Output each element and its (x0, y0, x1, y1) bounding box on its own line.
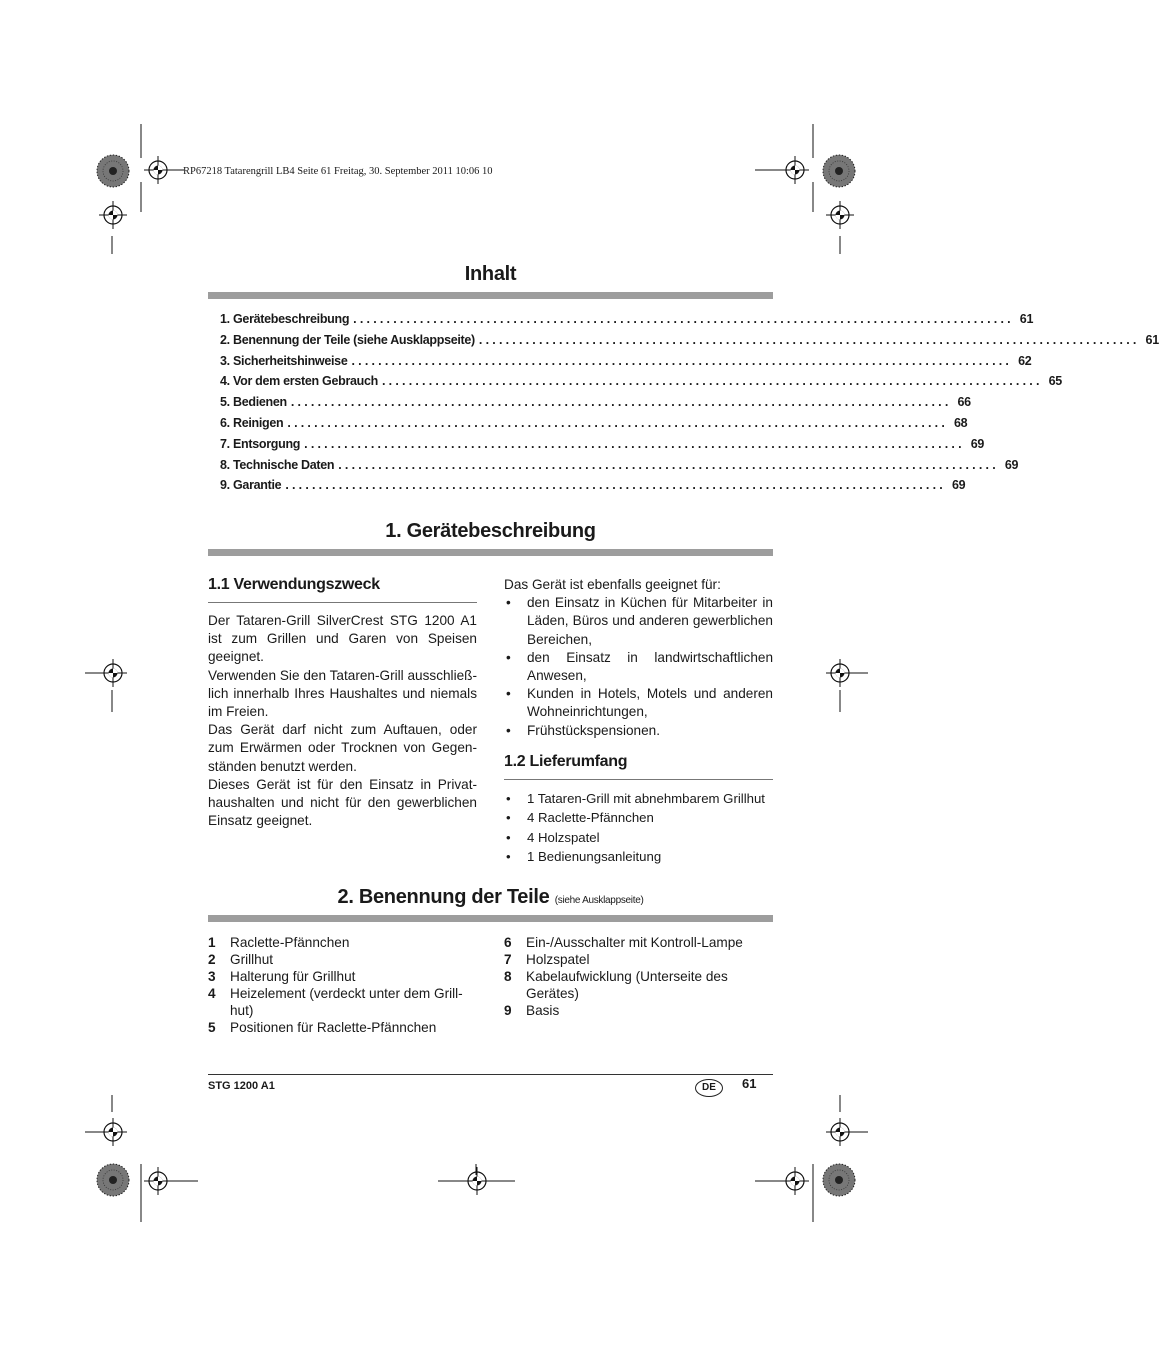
part-name: Heizelement (verdeckt unter dem Grill-hut) (230, 986, 463, 1018)
language-badge: DE (695, 1079, 723, 1097)
part-number: 5 (208, 1020, 216, 1035)
section1-title-rule (208, 549, 773, 556)
page-number: 61 (742, 1076, 757, 1091)
part-name: Ein-/Ausschalter mit Kontroll-Lampe (526, 935, 743, 950)
list-item: • Kunden in Hotels, Motels und anderen Wohneinrichtungen, (504, 685, 773, 721)
part-number: 9 (504, 1003, 512, 1018)
part-number: 8 (504, 969, 512, 984)
list-item: • 1 Bedienungsanleitung (504, 847, 773, 866)
part-name: Basis (526, 1003, 560, 1018)
part-row (208, 934, 470, 951)
toc-entry[interactable] (220, 457, 1019, 479)
toc-entry-label: 2. Benennung der Teile (siehe Ausklappseite) (220, 332, 475, 347)
footer-model: STG 1200 A1 (208, 1080, 275, 1092)
toc-entry-label: 9. Garantie (220, 478, 282, 493)
paragraph: Verwenden Sie den Tataren-Grill ausschließ-lich innerhalb Ihres Haushaltes und niemals im Freien. (208, 667, 477, 720)
section1-title: 1. Gerätebeschreibung (385, 520, 596, 542)
toc-leader: ................................................................................................... (351, 353, 1013, 368)
toc-entry-label: 5. Bedienen (220, 395, 287, 410)
subsection-rule (208, 602, 477, 603)
toc-entry-label: 3. Sicherheitshinweise (220, 353, 348, 368)
section2-title-text: 2. Benennung der Teile (337, 886, 550, 908)
toc-entry[interactable] (220, 436, 985, 458)
toc-entry[interactable] (220, 312, 1034, 333)
toc-entry-page: 61 (1145, 332, 1159, 347)
section2-title-rule (208, 915, 773, 922)
subsection-title-lieferumfang: 1.2 Lieferumfang (504, 753, 628, 770)
list-item: • 4 Holzspatel (504, 828, 773, 847)
part-number: 4 (208, 986, 216, 1001)
toc-entry-page: 62 (1018, 353, 1032, 368)
also-suitable-block (504, 576, 773, 740)
part-row (504, 951, 754, 968)
toc-leader: ................................................................................................... (353, 312, 1014, 326)
verwendungszweck-text (208, 612, 477, 830)
print-slug: RP67218 Tatarengrill LB4 Seite 61 Freitag, 30. September 2011 10:06 10 (183, 166, 493, 177)
also-suitable-intro: Das Gerät ist ebenfalls geeignet für: (504, 577, 721, 592)
list-item: • 1 Tataren-Grill mit abnehmbarem Grillhut (504, 789, 773, 808)
toc-entry-page: 69 (951, 478, 966, 493)
toc-entry[interactable] (220, 332, 1159, 354)
part-row (504, 934, 754, 951)
part-number: 3 (208, 969, 216, 984)
toc-entry-label: 7. Entsorgung (220, 436, 301, 451)
paragraph: Das Gerät darf nicht zum Auftauen, oder zum Erwärmen oder Trocknen von Gegen-ständen benutzt werden. (208, 722, 477, 774)
list-item: • Frühstückspensionen. (504, 722, 773, 740)
toc-entry-page: 68 (954, 415, 968, 430)
subsection-rule (504, 779, 773, 780)
toc-entry-label: 1. Gerätebeschreibung (220, 312, 350, 326)
toc-entry-page: 66 (957, 395, 971, 410)
part-row (208, 1019, 470, 1036)
also-suitable-list (504, 594, 773, 740)
toc-leader: ................................................................................................... (304, 436, 965, 451)
toc-leader: ................................................................................................... (290, 395, 952, 410)
part-name: Raclette-Pfännchen (230, 935, 350, 950)
part-row (208, 951, 470, 968)
toc-entry[interactable] (220, 353, 1032, 375)
part-name: Positionen für Raclette-Pfännchen (230, 1020, 437, 1035)
part-number: 2 (208, 952, 216, 967)
part-row (208, 985, 470, 1019)
toc-title: Inhalt (464, 263, 517, 285)
part-name: Halterung für Grillhut (230, 969, 356, 984)
part-row (208, 968, 470, 985)
toc-entry[interactable] (220, 415, 968, 437)
toc-title-rule (208, 292, 773, 299)
toc-entry-label: 8. Technische Daten (220, 457, 335, 472)
part-number: 6 (504, 935, 512, 950)
toc-leader: ................................................................................................... (382, 374, 1043, 389)
toc-entry-page: 69 (970, 436, 985, 451)
toc-entry-label: 4. Vor dem ersten Gebrauch (220, 374, 378, 389)
toc-leader: ................................................................................................... (287, 415, 949, 430)
part-row (504, 1002, 754, 1019)
toc-entry-page: 61 (1019, 312, 1034, 326)
part-row (504, 968, 754, 1002)
toc-entry-page: 69 (1004, 457, 1019, 472)
subsection-title-verwendungszweck: 1.1 Verwendungszweck (208, 576, 380, 593)
parts-list-right (504, 934, 754, 1019)
toc-entry[interactable] (220, 478, 966, 499)
part-number: 7 (504, 952, 512, 967)
table-of-contents (220, 312, 1159, 499)
section2-title (208, 886, 773, 909)
toc-leader: ................................................................................................... (285, 478, 946, 493)
toc-entry[interactable] (220, 374, 1062, 395)
part-name: Kabelaufwicklung (Unterseite des Gerätes) (526, 969, 728, 1001)
part-name: Grillhut (230, 952, 274, 967)
footer-rule (208, 1074, 773, 1075)
part-number: 1 (208, 935, 216, 950)
paragraph: Der Tataren-Grill SilverCrest STG 1200 A1 ist zum Grillen und Garen von Speisen geeignet. (208, 613, 477, 665)
toc-entry-page: 65 (1048, 374, 1062, 389)
toc-leader: ................................................................................................... (478, 332, 1140, 347)
toc-leader: ................................................................................................... (338, 457, 999, 472)
toc-entry[interactable] (220, 395, 971, 416)
toc-entry-label: 6. Reinigen (220, 415, 284, 430)
list-item: • 4 Raclette-Pfännchen (504, 808, 773, 827)
section2-title-note: (siehe Ausklappseite) (554, 895, 644, 906)
part-name: Holzspatel (526, 952, 590, 967)
parts-list-left (208, 934, 470, 1036)
list-item: • den Einsatz in landwirtschaftlichen Anwesen, (504, 649, 773, 685)
list-item: • den Einsatz in Küchen für Mitarbeiter in Läden, Büros und anderen gewerblichen Bereichen, (504, 594, 773, 649)
paragraph: Dieses Gerät ist für den Einsatz in Privat-haushalten und nicht für den gewerblichen Einsatz geeignet. (208, 776, 477, 829)
lieferumfang-list (504, 789, 773, 866)
